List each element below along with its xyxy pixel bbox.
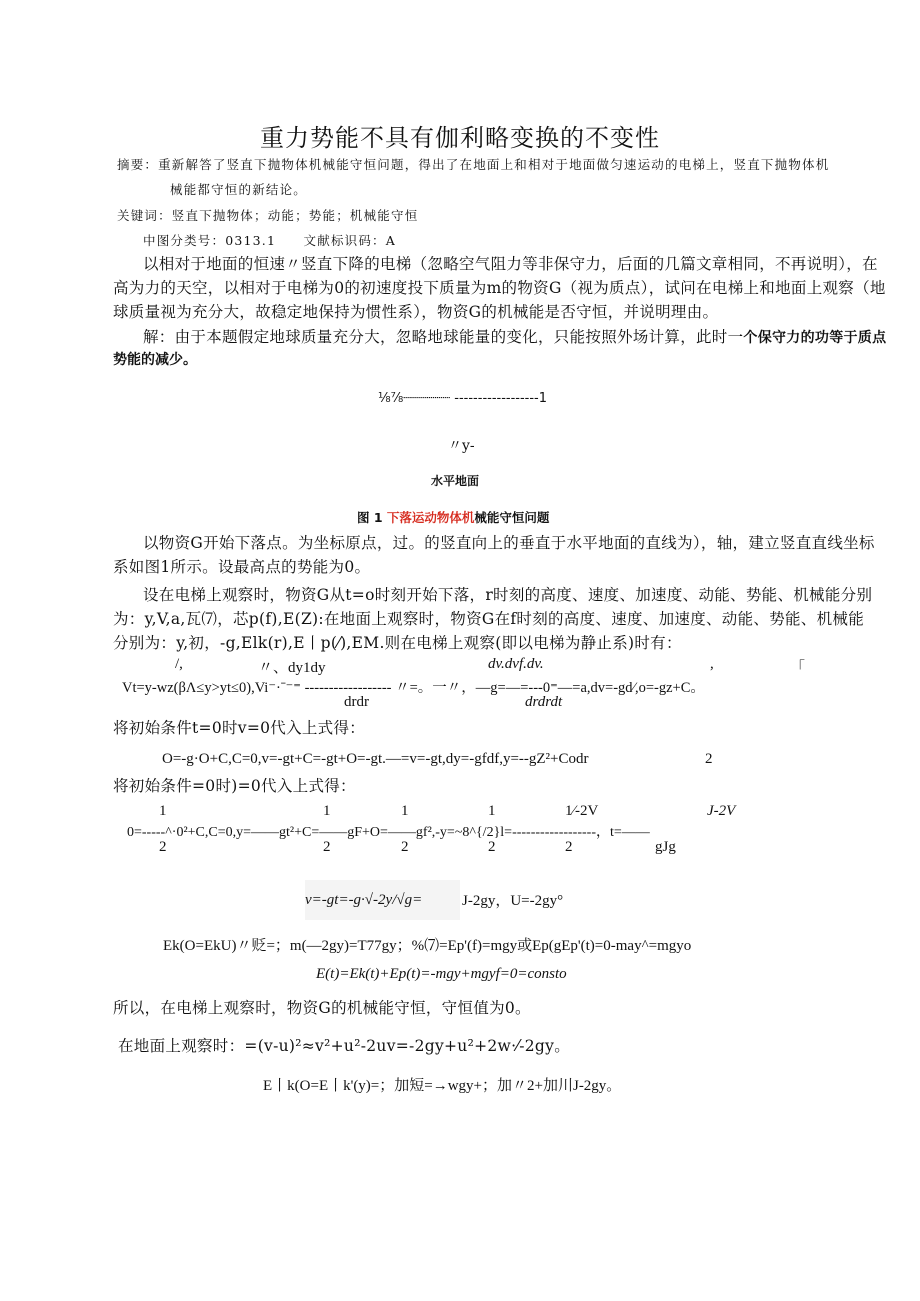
eq3-top-5: 1⁄-2V	[565, 803, 599, 819]
eq3-bottom-2: 2	[323, 839, 331, 855]
init-condition-1: 将初始条件t=0时v=0代入上式得：	[113, 719, 366, 737]
eq3-bottom-3: 2	[401, 839, 409, 855]
eq1-top-2: 〃、dy1dy	[258, 660, 326, 676]
problem-line-2: 高为力的天空，以相对于电梯为0的初速度投下质量为m的物资G（视为质点），试问在电梯上和地面上观察（地	[113, 279, 886, 297]
eq6: E(t)=Ek(t)+Ep(t)=-mgy+mgyf=0=consto	[316, 966, 567, 982]
eq5: Ek(O=EkU)〃贬=；m(—2gy)=T77gy；%⑺=Ep'(f)=mgy或Ep(gEp'(t)=0-may^=mgyo	[163, 938, 692, 954]
figure-dashes: ⅛⅞┈┈┈┈┈┈ ------------------1	[378, 391, 547, 406]
eq3-main: 0=-----^·0²+C,C=0,y=——gt²+C=——gF+O=——gf²,-y=~8^{/2}l=------------------，t=——	[127, 825, 650, 840]
para2-line-1: 设在电梯上观察时，物资G从t=o时刻开始下落，r时刻的高度、速度、加速度、动能、势能、机械能分别	[143, 586, 873, 604]
eq3-bottom-6: gJg	[655, 839, 676, 855]
classification: 中图分类号：0313.1 文献标识码：A	[143, 233, 396, 248]
caption-prefix: 图 1	[357, 510, 387, 525]
eq3-bottom-1: 2	[159, 839, 167, 855]
solution-text-a: 解：由于本题假定地球质量充分大，忽略地球能量的变化，只能按照外场计算，此时一	[143, 328, 744, 346]
para1-line-1: 以物资G开始下落点。为坐标原点，过。的竖直向上的垂直于水平地面的直线为），轴，建立竖直直线坐标	[143, 534, 875, 552]
eq4-rest: J-2gy，U=-2gy°	[462, 893, 564, 909]
solution-line-1	[143, 325, 886, 347]
conclusion: 所以，在电梯上观察时，物资G的机械能守恒，守恒值为0。	[113, 999, 531, 1017]
eq3-top-2: 1	[323, 803, 331, 819]
eq3-bottom-5: 2	[565, 839, 573, 855]
keywords: 关键词：竖直下抛物体；动能；势能；机械能守恒	[117, 208, 419, 223]
eq3-top-1: 1	[159, 803, 167, 819]
eq3-top-6: J-2V	[707, 803, 736, 819]
eq7: E丨k(O=E丨k'(y)=；加短=→wgy+；加〃2+加川J-2gy。	[263, 1078, 622, 1094]
eq2-main: O=-g·O+C,C=0,v=-gt+C=-gt+O=-gt.—=v=-gt,dy=-gfdf,y=--gZ²+Codr	[162, 751, 589, 767]
figure-caption	[357, 508, 549, 526]
solution-line-2: 势能的减少。	[113, 352, 197, 368]
problem-line-3: 球质量视为充分大，故稳定地保持为惯性系），物资G的机械能是否守恒，并说明理由。	[113, 303, 719, 321]
figure-u-label: 〃y-	[448, 438, 475, 454]
abstract-line-1: 摘要：重新解答了竖直下抛物体机械能守恒问题，得出了在地面上和相对于地面做匀速运动的电梯上，竖直下抛物体机	[117, 157, 830, 172]
eq2-number: 2	[705, 751, 713, 767]
solution-text-b: 个保守力的功等于质点	[743, 330, 887, 346]
equation-image: v=-gt=-g·√-2y/√g=	[305, 880, 460, 920]
page-title: 重力势能不具有伽利略变换的不变性	[260, 124, 660, 152]
eq1-top-4: ,	[710, 656, 714, 672]
caption-rest: 械能守恒问题	[474, 510, 550, 525]
eq3-bottom-4: 2	[488, 839, 496, 855]
para2-line-3: 分别为：y,初，-g,Elk(r),E丨p(⁄),EM.则在电梯上观察(即以电梯为静止系)时有：	[113, 634, 682, 652]
para1-line-2: 系如图1所示。设最高点的势能为0。	[113, 558, 371, 576]
eq3-top-3: 1	[401, 803, 409, 819]
eq1-bottom-1: drdr	[344, 694, 369, 710]
problem-line-1: 以相对于地面的恒速〃竖直下降的电梯（忽略空气阻力等非保守力，后面的几篇文章相同，不再说明），在	[143, 255, 878, 273]
init-condition-2: 将初始条件=0时)=0代入上式得：	[113, 777, 356, 795]
ground-observation: 在地面上观察时：=(v-u)²≈v²+u²-2uv=-2gy+u²+2w·⁄-2gy。	[118, 1037, 571, 1055]
eq1-top-3: dv.dvf.dv.	[488, 656, 544, 672]
para2-line-2: 为：y,V,a,瓦⑺，芯p(f),E(Z):在地面上观察时，物资G在f时刻的高度、速度、加速度、动能、势能、机械能	[113, 610, 865, 628]
eq1-top-1: /,	[175, 656, 183, 672]
abstract-line-2: 械能都守恒的新结论。	[170, 182, 308, 197]
eq1-main: Vt=y-wz(βΛ≤y>yt≤0),Vi⁻·ˉ⁻⁼ ------------------ 〃=。一〃，—g=—=---0⁼—=a,dv=-gd⁄,o=-gz+C。	[122, 680, 705, 696]
caption-red: 下落运动物体机	[386, 510, 475, 525]
eq3-top-4: 1	[488, 803, 496, 819]
figure-ground-label: 水平地面	[431, 474, 480, 488]
eq1-top-5: 「	[790, 660, 806, 676]
eq1-bottom-2: drdrdt	[525, 694, 563, 710]
